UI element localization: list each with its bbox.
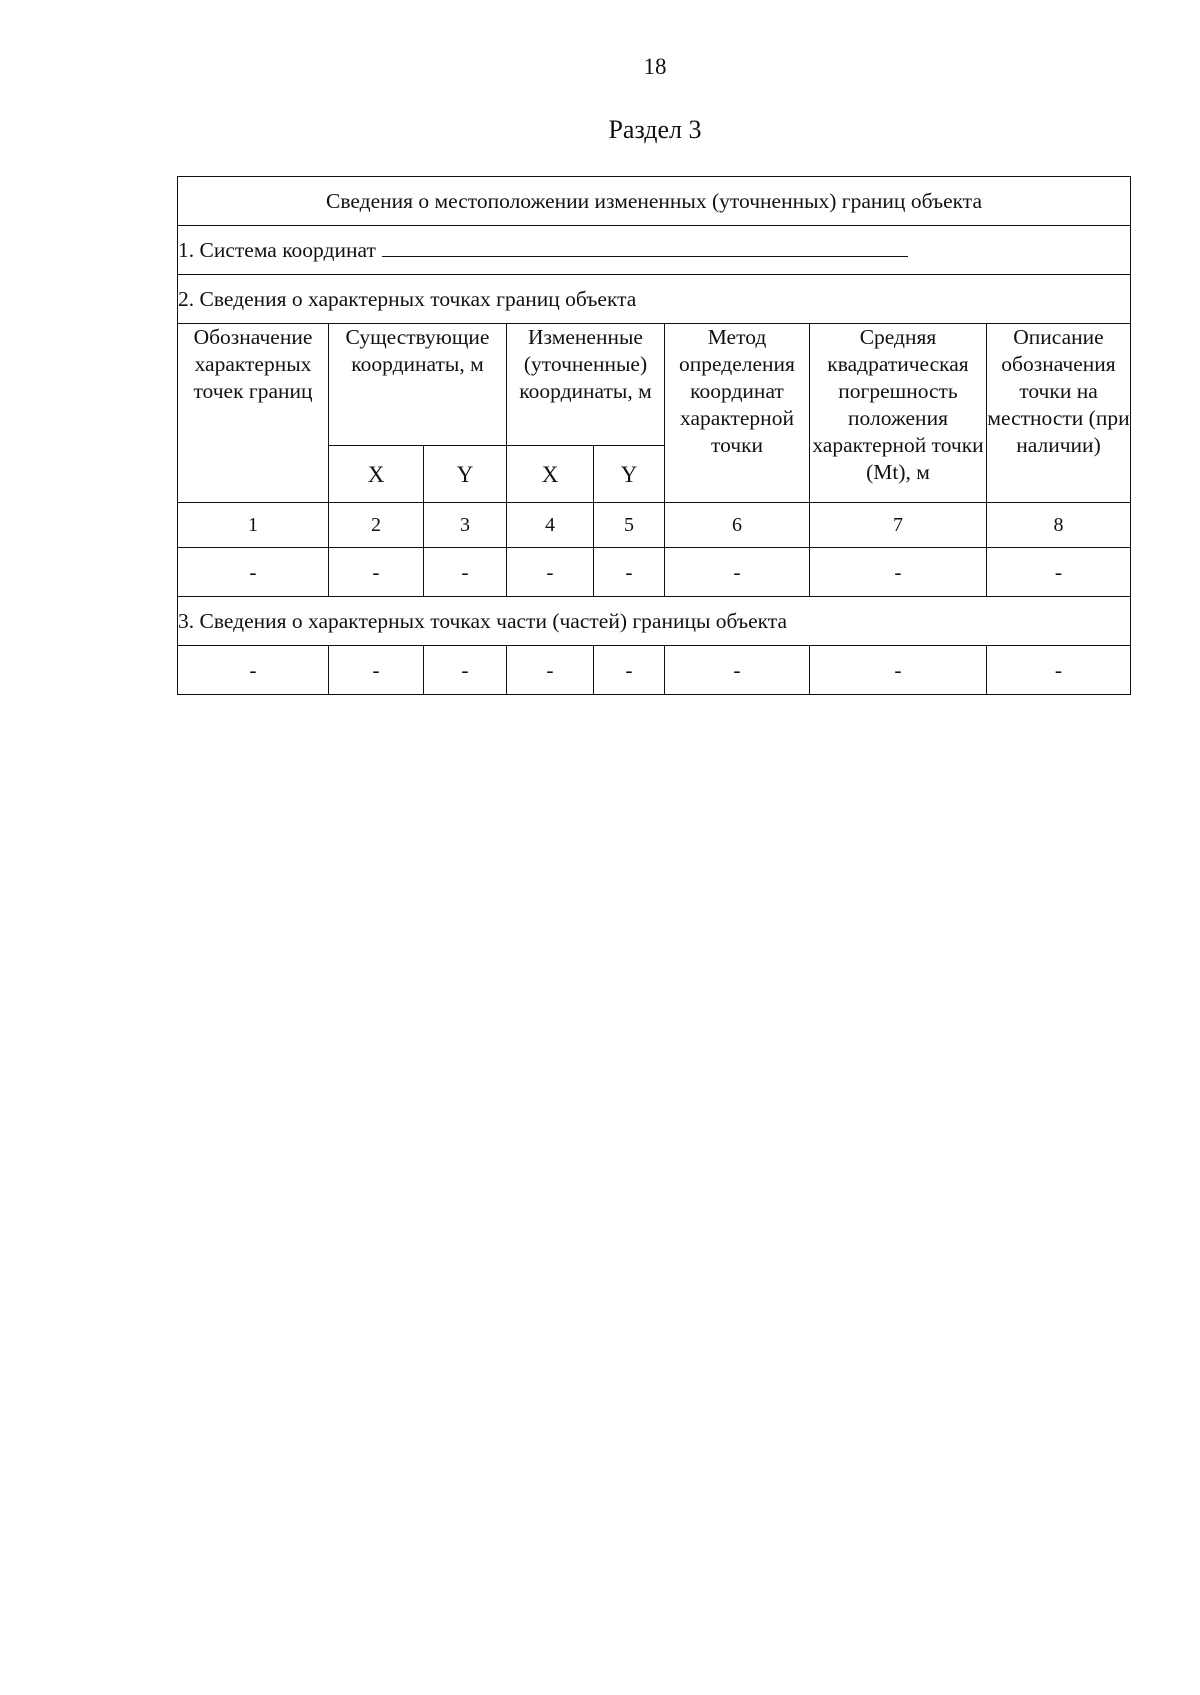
header-error: Средняя квадратическая погрешность положения характерной точки (Mt), м bbox=[810, 324, 987, 503]
header-changed-coords: Измененные (уточненные) координаты, м bbox=[507, 324, 665, 446]
coordinate-system-blank-line bbox=[382, 242, 908, 257]
table-cell: - bbox=[507, 646, 594, 695]
table-cell: - bbox=[507, 548, 594, 597]
table-cell: - bbox=[424, 548, 507, 597]
header-changed-y: Y bbox=[594, 446, 665, 503]
column-number: 8 bbox=[987, 503, 1131, 548]
table-cell: - bbox=[329, 646, 424, 695]
table-cell: - bbox=[810, 548, 987, 597]
table-title: Сведения о местоположении измененных (уточненных) границ объекта bbox=[178, 177, 1131, 226]
boundary-table bbox=[177, 176, 1131, 695]
header-existing-coords: Существующие координаты, м bbox=[329, 324, 507, 446]
header-description: Описание обозначения точки на местности (при наличии) bbox=[987, 324, 1131, 503]
table-cell: - bbox=[987, 548, 1131, 597]
table-cell: - bbox=[987, 646, 1131, 695]
column-number: 3 bbox=[424, 503, 507, 548]
table-cell: - bbox=[424, 646, 507, 695]
page-number: 18 bbox=[643, 54, 667, 79]
header-designation: Обозначение характерных точек границ bbox=[178, 324, 329, 503]
column-number-row bbox=[178, 503, 1131, 548]
table-cell: - bbox=[665, 646, 810, 695]
table-cell: - bbox=[329, 548, 424, 597]
column-number: 4 bbox=[507, 503, 594, 548]
column-number: 5 bbox=[594, 503, 665, 548]
header-existing-y: Y bbox=[424, 446, 507, 503]
table-cell: - bbox=[594, 646, 665, 695]
table-cell: - bbox=[178, 548, 329, 597]
column-number: 2 bbox=[329, 503, 424, 548]
table-row bbox=[178, 646, 1131, 695]
header-existing-x: X bbox=[329, 446, 424, 503]
coordinate-system-label: 1. Система координат bbox=[178, 237, 376, 262]
points-heading: 2. Сведения о характерных точках границ объекта bbox=[178, 275, 1131, 324]
header-changed-x: X bbox=[507, 446, 594, 503]
table-cell: - bbox=[665, 548, 810, 597]
header-method: Метод определения координат характерной точки bbox=[665, 324, 810, 503]
table-cell: - bbox=[594, 548, 665, 597]
table-row bbox=[178, 548, 1131, 597]
table-cell: - bbox=[810, 646, 987, 695]
coordinate-system-row bbox=[178, 226, 1131, 275]
column-number: 1 bbox=[178, 503, 329, 548]
section-title: Раздел 3 bbox=[608, 115, 702, 144]
table-cell: - bbox=[178, 646, 329, 695]
column-number: 7 bbox=[810, 503, 987, 548]
column-number: 6 bbox=[665, 503, 810, 548]
parts-heading: 3. Сведения о характерных точках части (частей) границы объекта bbox=[178, 597, 1131, 646]
